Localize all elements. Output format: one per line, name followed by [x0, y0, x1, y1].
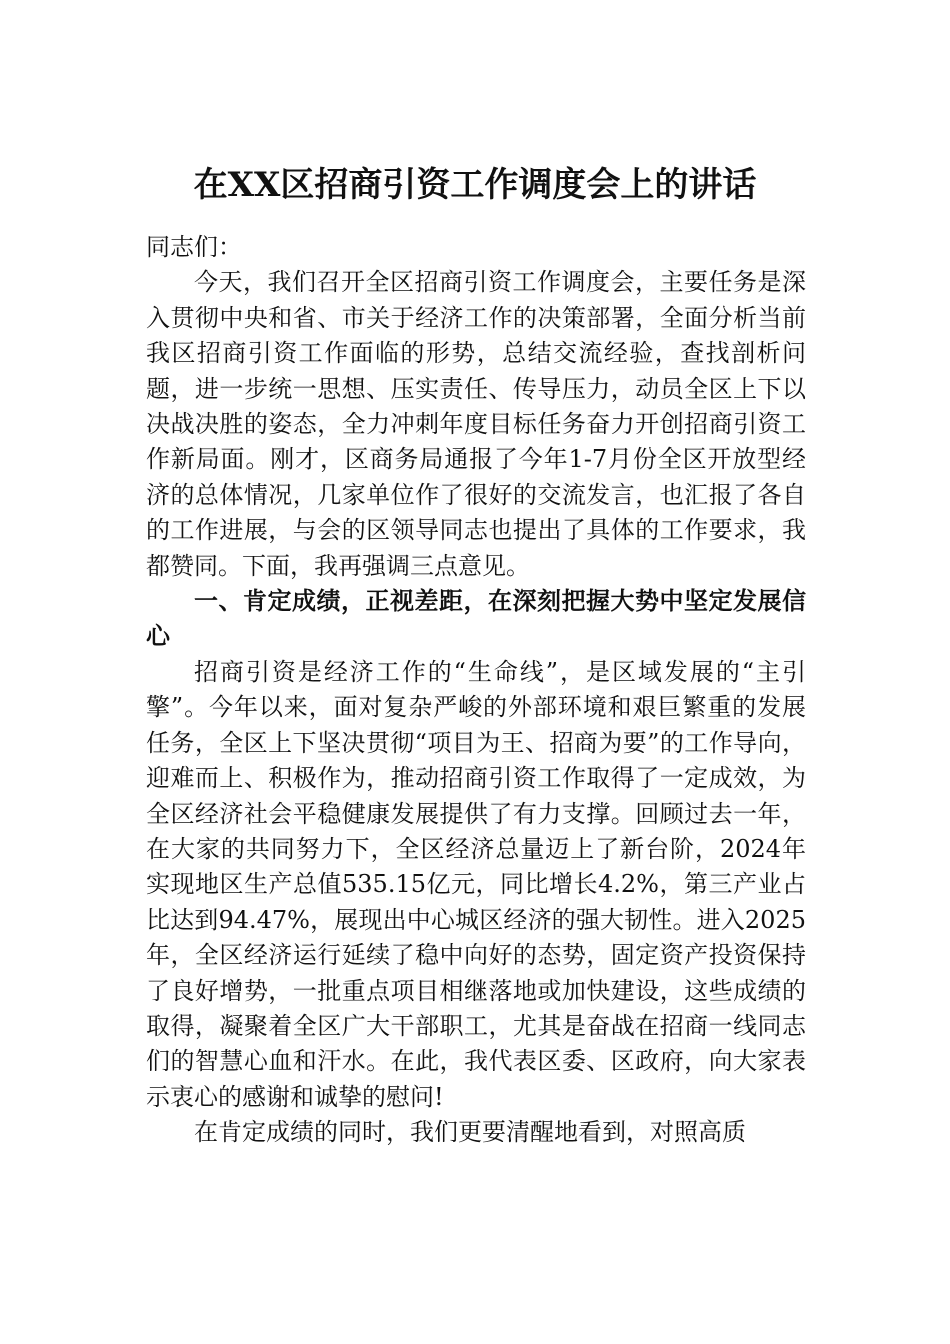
- document-title: 在XX区招商引资工作调度会上的讲话: [193, 165, 757, 205]
- paragraph-gaps: 在肯定成绩的同时，我们更要清醒地看到，对照高质: [194, 1118, 746, 1147]
- section-heading-1: 一、肯定成绩，正视差距，在深刻把握大势中坚定发展信心: [146, 587, 806, 651]
- document-body: [146, 230, 806, 1151]
- paragraph-achievements: 招商引资是经济工作的“生命线”，是区域发展的“主引擎”。今年以来，面对复杂严峻的外部环境和艰巨繁重的发展任务，全区上下坚决贯彻“项目为王、招商为要”的工作导向，迎难而上、积极作为，推动招商引资工作取得了一定成效，为全区经济社会平稳健康发展提供了有力支撑。回顾过去一年，在大家的共同努力下，全区经济总量迈上了新台阶，2024年实现地区生产总值535.15亿元，同比增长4.2%，第三产业占比达到94.47%，展现出中心城区经济的强大韧性。进入2025年，全区经济运行延续了稳中向好的态势，固定资产投资保持了良好增势，一批重点项目相继落地或加快建设，这些成绩的取得，凝聚着全区广大干部职工，尤其是奋战在招商一线同志们的智慧心血和汗水。在此，我代表区委、区政府，向大家表示衷心的感谢和诚挚的慰问!: [146, 657, 806, 1111]
- paragraph-intro: 今天，我们召开全区招商引资工作调度会，主要任务是深入贯彻中央和省、市关于经济工作的决策部署，全面分析当前我区招商引资工作面临的形势，总结交流经验，查找剖析问题，进一步统一思想、压实责任、传导压力，动员全区上下以决战决胜的姿态，全力冲刺年度目标任务奋力开创招商引资工作新局面。刚才，区商务局通报了今年1-7月份全区开放型经济的总体情况，几家单位作了很好的交流发言，也汇报了各自的工作进展，与会的区领导同志也提出了具体的工作要求，我都赞同。下面，我再强调三点意见。: [146, 268, 806, 580]
- salutation: 同志们：: [146, 233, 242, 261]
